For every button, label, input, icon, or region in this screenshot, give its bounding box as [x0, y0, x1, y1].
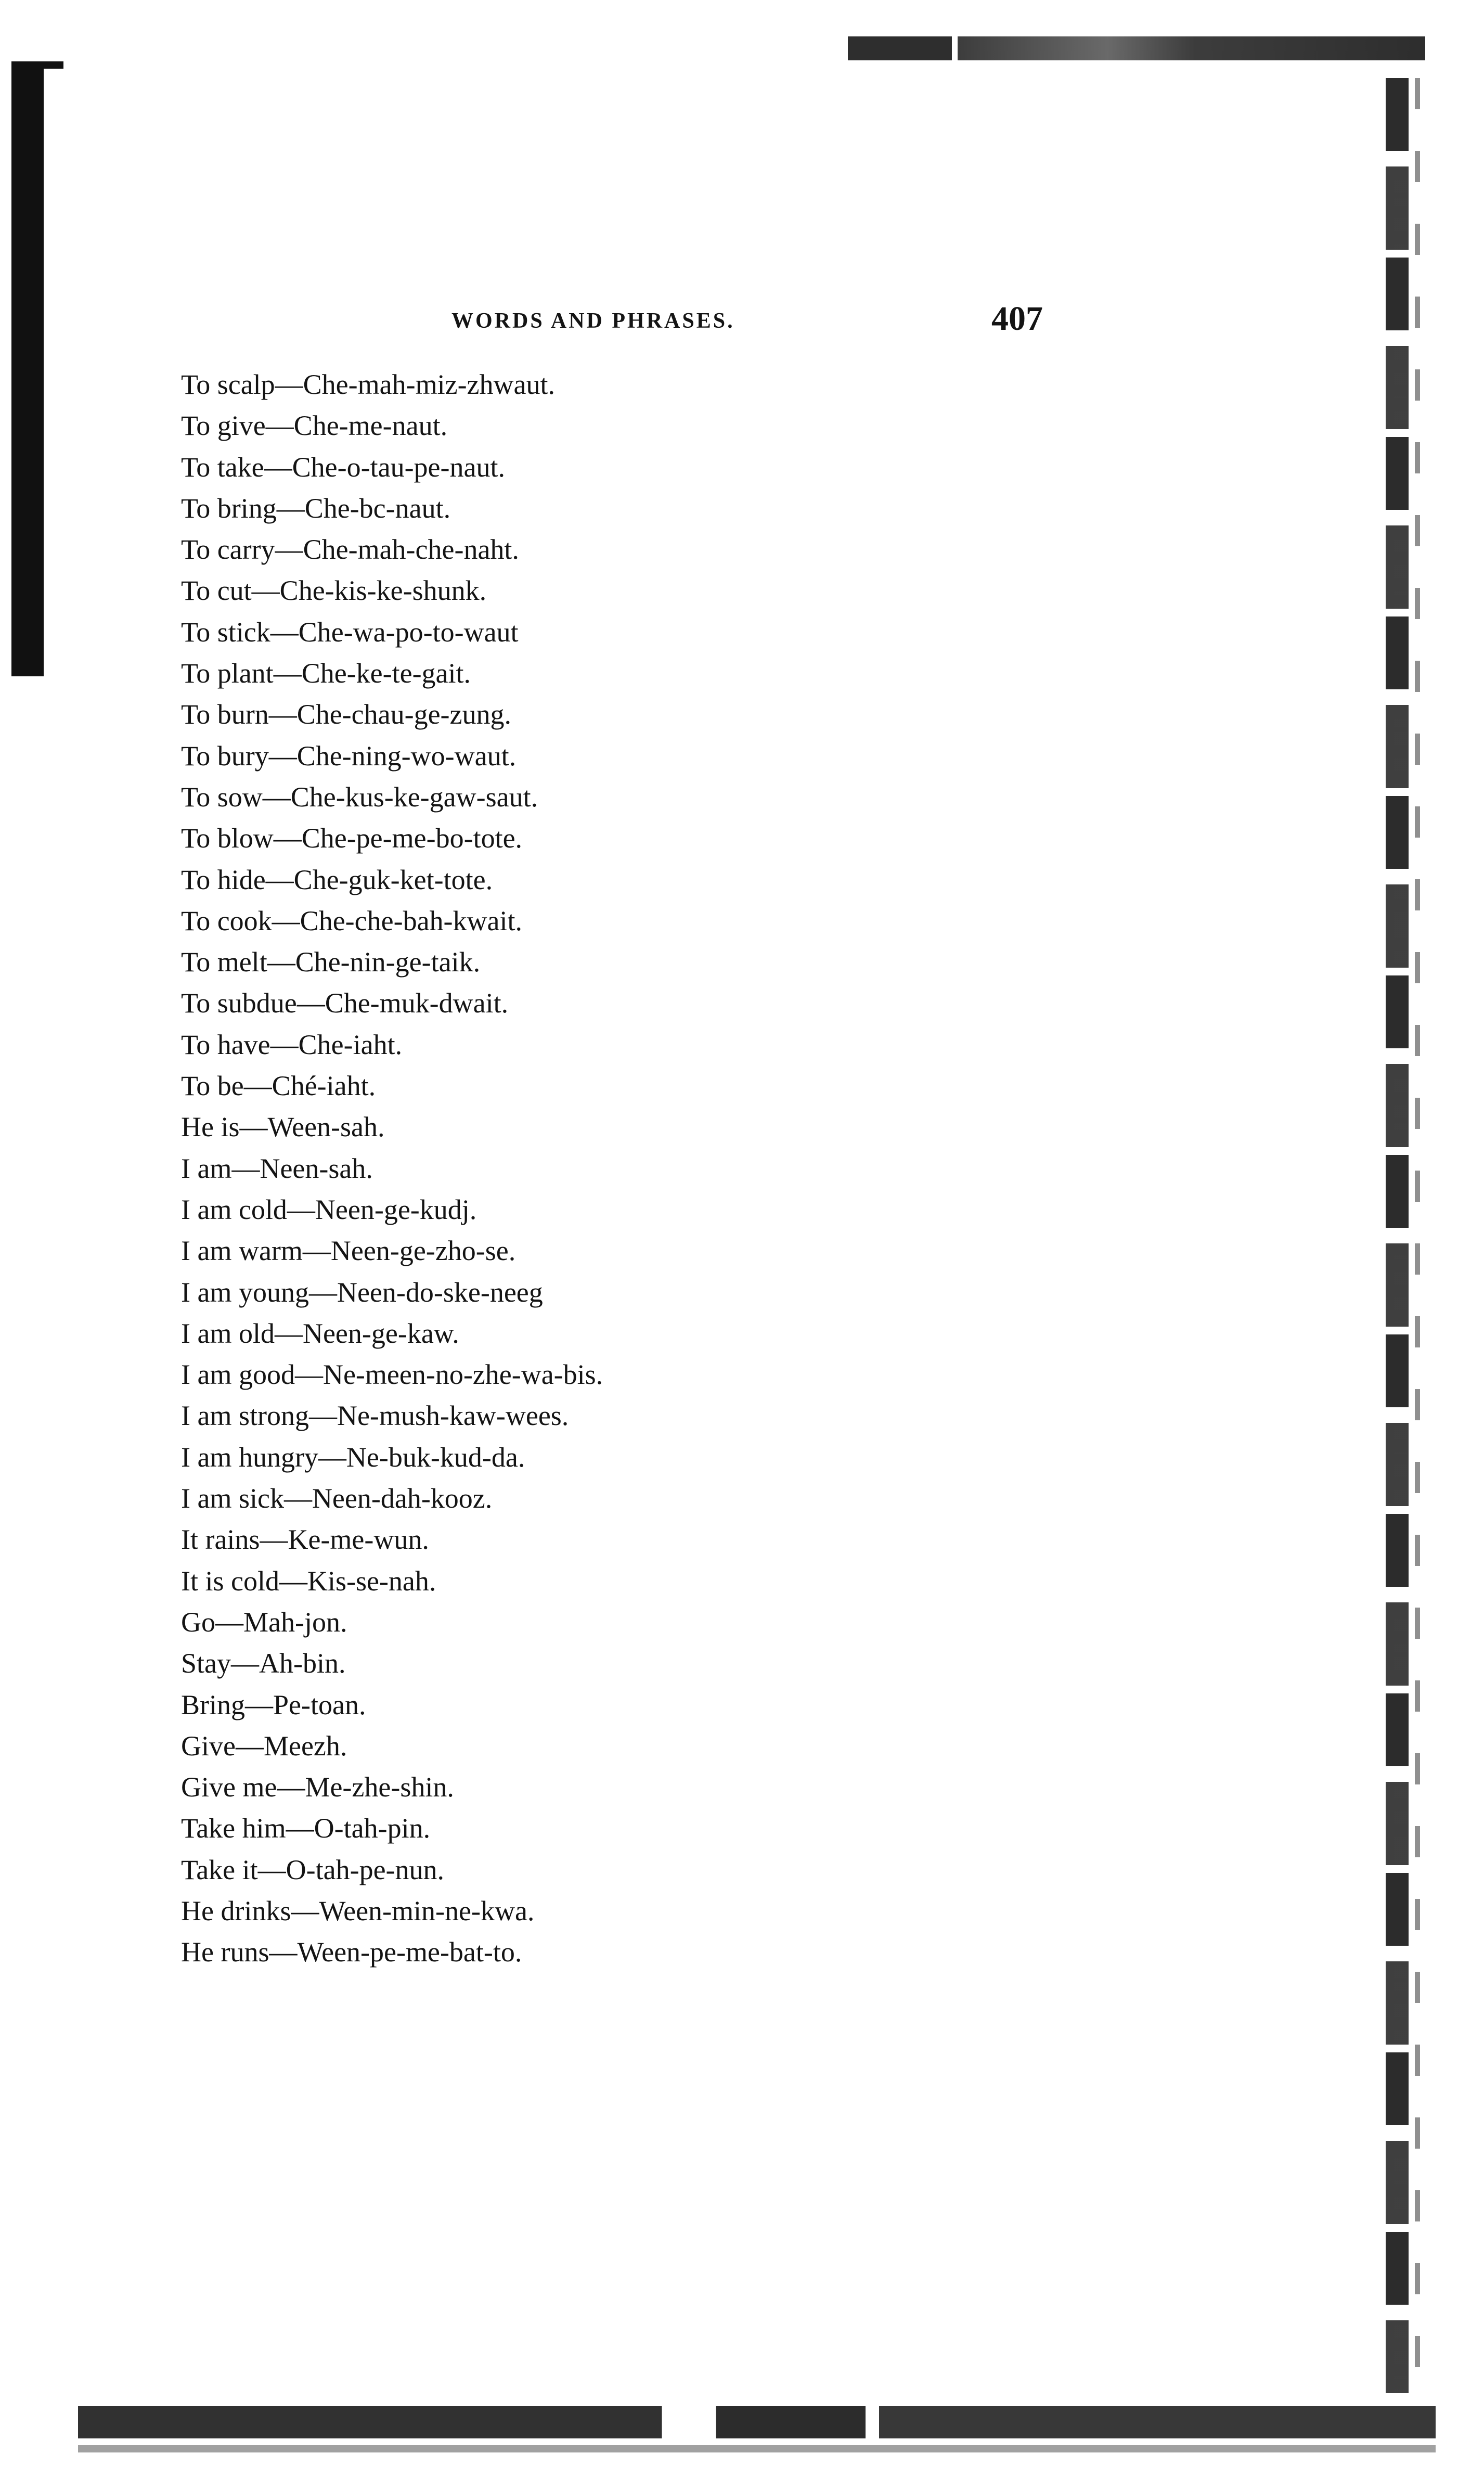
list-item: To have—Che-iaht. — [181, 1029, 403, 1060]
list-item: Give me—Me-zhe-shin. — [181, 1771, 454, 1803]
list-item: To plant—Che-ke-te-gait. — [181, 658, 471, 689]
list-item: Stay—Ah-bin. — [181, 1648, 346, 1679]
list-item: I am—Neen-sah. — [181, 1152, 373, 1184]
list-item: To bury—Che-ning-wo-waut. — [181, 740, 517, 772]
list-item: I am hungry—Ne-buk-kud-da. — [181, 1441, 525, 1473]
list-item: Take it—O-tah-pe-nun. — [181, 1854, 445, 1885]
page-number: 407 — [991, 300, 1043, 338]
list-item: To carry—Che-mah-che-naht. — [181, 534, 519, 566]
list-item: He runs—Ween-pe-me-bat-to. — [181, 1936, 522, 1968]
scan-edge-bottom — [78, 2406, 1436, 2438]
list-item: I am sick—Neen-dah-kooz. — [181, 1483, 493, 1514]
list-item: To be—Ché-iaht. — [181, 1070, 376, 1102]
running-head: WORDS AND PHRASES. — [451, 309, 735, 333]
page-header — [0, 299, 1484, 346]
list-item: To blow—Che-pe-me-bo-tote. — [181, 823, 523, 854]
list-item: He is—Ween-sah. — [181, 1111, 385, 1143]
list-item: Take him—O-tah-pin. — [181, 1813, 431, 1844]
list-item: It rains—Ke-me-wun. — [181, 1524, 429, 1556]
list-item: I am warm—Neen-ge-zho-se. — [181, 1235, 516, 1267]
list-item: To melt—Che-nin-ge-taik. — [181, 946, 481, 978]
list-item: Bring—Pe-toan. — [181, 1689, 366, 1720]
list-item: Give—Meezh. — [181, 1730, 347, 1762]
list-item: To cut—Che-kis-ke-shunk. — [181, 575, 487, 607]
list-item: To scalp—Che-mah-miz-zhwaut. — [181, 369, 555, 400]
list-item: I am cold—Neen-ge-kudj. — [181, 1193, 477, 1225]
list-item: To burn—Che-chau-ge-zung. — [181, 699, 512, 730]
list-item: To sow—Che-kus-ke-gaw-saut. — [181, 781, 538, 813]
list-item: To subdue—Che-muk-dwait. — [181, 987, 509, 1019]
list-item: To take—Che-o-tau-pe-naut. — [181, 451, 505, 483]
list-item: To stick—Che-wa-po-to-waut — [181, 616, 519, 648]
list-item: I am good—Ne-meen-no-zhe-wa-bis. — [181, 1359, 603, 1391]
list-item: To bring—Che-bc-naut. — [181, 492, 451, 524]
list-item: Go—Mah-jon. — [181, 1606, 347, 1638]
scan-edge-left — [11, 62, 44, 676]
list-item: It is cold—Kis-se-nah. — [181, 1565, 436, 1597]
list-item: I am strong—Ne-mush-kaw-wees. — [181, 1400, 569, 1432]
scan-edge-right-thin — [1415, 78, 1420, 2393]
word-list — [181, 364, 1065, 1973]
list-item: To cook—Che-che-bah-kwait. — [181, 905, 522, 936]
list-item: I am young—Neen-do-ske-neeg — [181, 1276, 543, 1308]
list-item: He drinks—Ween-min-ne-kwa. — [181, 1895, 535, 1926]
list-item: To give—Che-me-naut. — [181, 410, 448, 442]
list-item: To hide—Che-guk-ket-tote. — [181, 864, 493, 895]
scan-edge-top — [848, 36, 1425, 60]
scan-edge-bottom-thin — [78, 2445, 1436, 2452]
scan-edge-right — [1386, 78, 1409, 2393]
list-item: I am old—Neen-ge-kaw. — [181, 1317, 459, 1349]
